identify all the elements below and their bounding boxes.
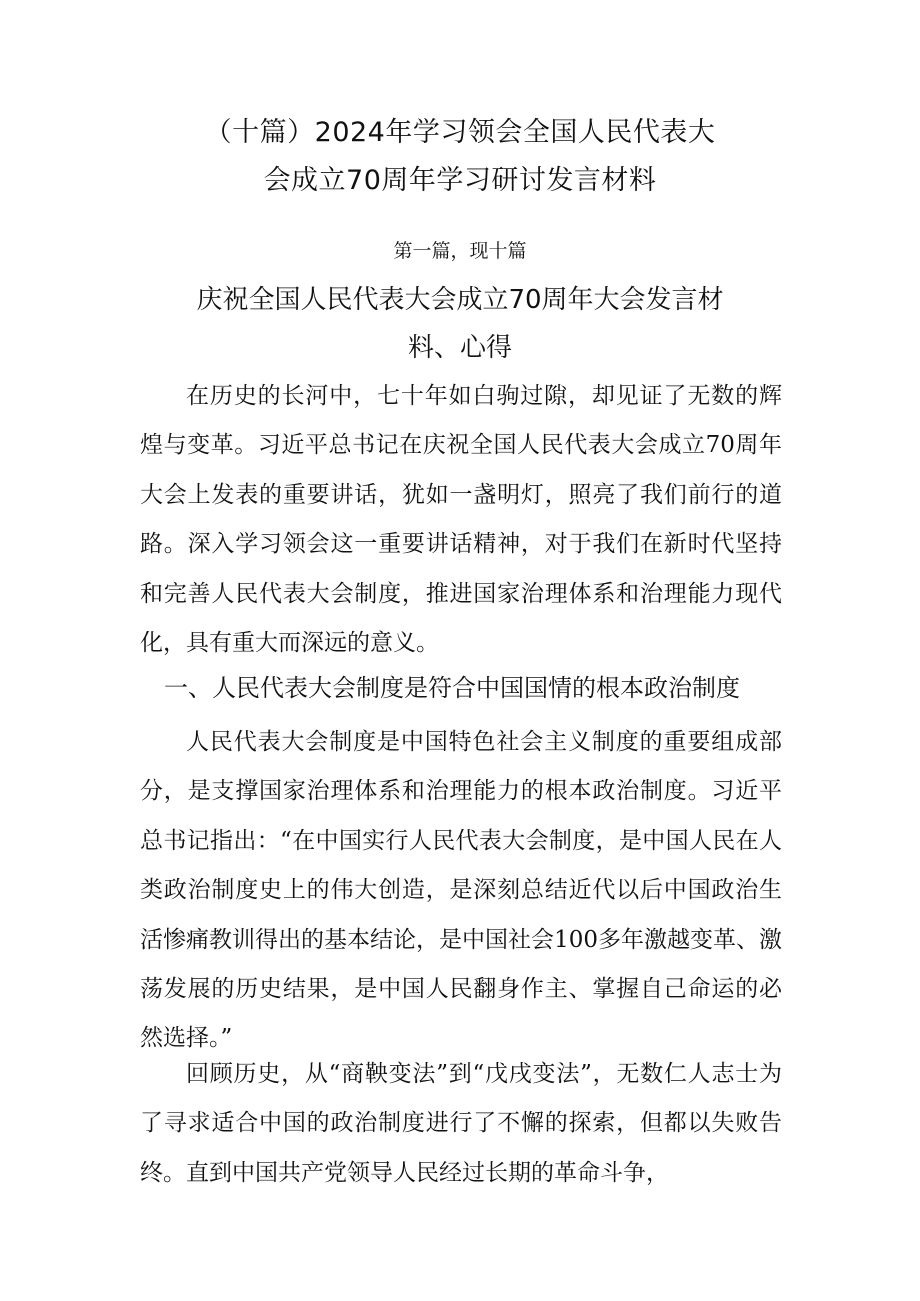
section-title-line-2: 料、心得	[407, 333, 512, 363]
section-heading-1: 一、人民代表大会制度是符合中国国情的根本政治制度	[164, 674, 740, 702]
subheading: 第一篇，现十篇	[393, 240, 527, 262]
paragraph-system: 人民代表大会制度是中国特色社会主义制度的重要组成部分，是支撑国家治理体系和治理能力的根本政治制度。习近平总书记指出：“在中国实行人民代表大会制度，是中国人民在人类政治制度史上的伟大创造，是深刻总结近代以后中国政治生活惨痛教训得出的基本结论，是中国社会100多年激越变革、激荡发展的历史结果，是中国人民翻身作主、掌握自己命运的必然选择。”	[140, 729, 782, 1052]
section-title-line-1: 庆祝全国人民代表大会成立70周年大会发言材	[196, 285, 724, 315]
paragraph-history: 回顾历史，从“商鞅变法”到“戊戌变法”，无数仁人志士为了寻求适合中国的政治制度进行了不懈的探索，但都以失败告终。直到中国共产党领导人民经过长期的革命斗争，	[140, 1061, 782, 1186]
document-title-line-1: （十篇）2024年学习领会全国人民代表大	[204, 117, 716, 148]
paragraph-intro: 在历史的长河中，七十年如白驹过隙，却见证了无数的辉煌与变革。习近平总书记在庆祝全国人民代表大会成立70周年大会上发表的重要讲话，犹如一盏明灯，照亮了我们前行的道路。深入学习领会这一重要讲话精神，对于我们在新时代坚持和完善人民代表大会制度，推进国家治理体系和治理能力现代化，具有重大而深远的意义。	[140, 383, 782, 657]
document-title-line-2: 会成立70周年学习研讨发言材料	[263, 165, 657, 196]
